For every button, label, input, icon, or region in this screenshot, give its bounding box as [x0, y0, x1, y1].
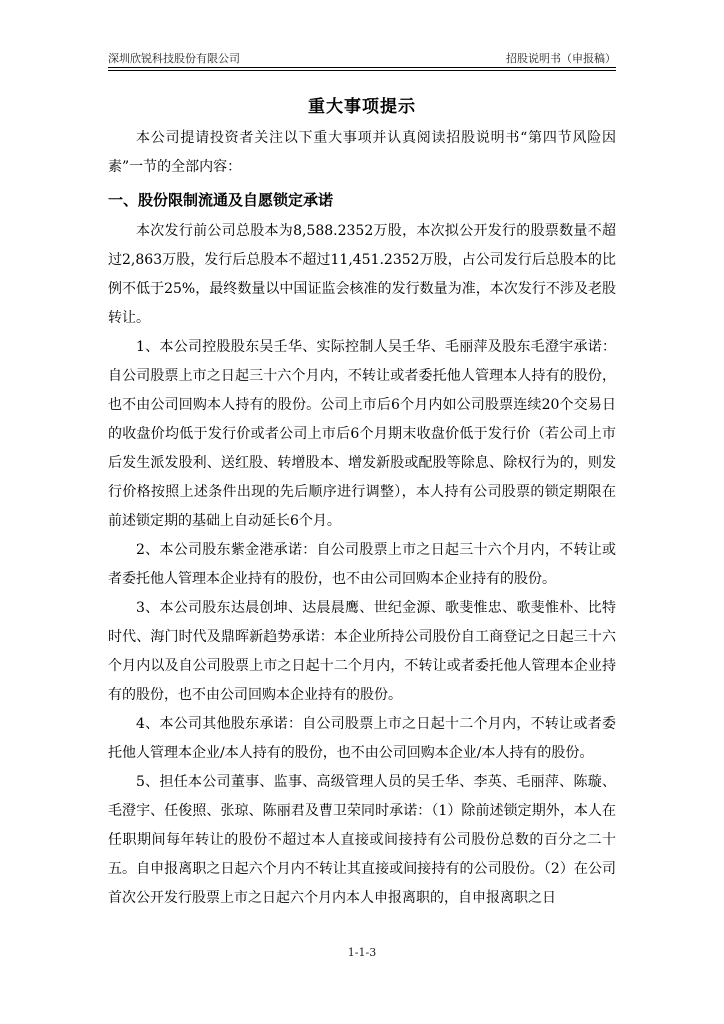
header-divider [108, 67, 616, 68]
body-paragraph: 3、本公司股东达晨创坤、达晨晨鹰、世纪金源、歌斐惟忠、歌斐惟朴、比特时代、海门时代及鼎晖新趋势承诺：本企业所持公司股份自工商登记之日起三十六个月内以及自公司股票上市之日起十二个月内，不转让或者委托他人管理本企业持有的股份，也不由公司回购本企业持有的股份。 [108, 600, 616, 703]
body-paragraph: 5、担任本公司董事、监事、高级管理人员的吴壬华、李英、毛丽萍、陈璇、毛澄宇、任俊照、张琼、陈丽君及曹卫荣同时承诺：（1）除前述锁定期外，本人在任职期间每年转让的股份不超过本人直接或间接持有公司股份总数的百分之二十五。自申报离职之日起六个月内不转让其直接或间接持有的公司股份。（2）在公司首次公开发行股票上市之日起六个月内本人申报离职的，自申报离职之日 [108, 774, 616, 906]
header-document-type: 招股说明书（申报稿） [506, 52, 616, 65]
body-paragraph: 本次发行前公司总股本为8,588.2352万股，本次拟公开发行的股票数量不超过2,863万股，发行后总股本不超过11,451.2352万股，占公司发行后总股本的比例不低于25%，最终数量以中国证监会核准的发行数量为准，本次发行不涉及老股转让。 [108, 223, 616, 326]
intro-paragraph: 本公司提请投资者关注以下重大事项并认真阅读招股说明书“第四节风险因素”一节的全部内容： [108, 130, 616, 175]
page-number: 1-1-3 [347, 946, 377, 959]
page-header [108, 50, 616, 68]
document-body [108, 124, 616, 913]
body-paragraph: 1、本公司控股股东吴壬华、实际控制人吴壬华、毛丽萍及股东毛澄宇承诺：自公司股票上市之日起三十六个月内，不转让或者委托他人管理本人持有的股份，也不由公司回购本人持有的股份。公司上市后6个月内如公司股票连续20个交易日的收盘价均低于发行价或者公司上市后6个月期末收盘价低于发行价（若公司上市后发生派发股利、送红股、转增股本、增发新股或配股等除息、除权行为的，则发行价格按照上述条件出现的先后顺序进行调整），本人持有公司股票的锁定期限在前述锁定期的基础上自动延长6个月。 [108, 339, 616, 529]
page-title: 重大事项提示 [308, 97, 416, 117]
body-paragraph: 2、本公司股东紫金港承诺：自公司股票上市之日起三十六个月内，不转让或者委托他人管理本企业持有的股份，也不由公司回购本企业持有的股份。 [108, 542, 616, 587]
header-company-name: 深圳欣锐科技股份有限公司 [108, 52, 240, 65]
body-paragraph: 4、本公司其他股东承诺：自公司股票上市之日起十二个月内，不转让或者委托他人管理本企业/本人持有的股份，也不由公司回购本企业/本人持有的股份。 [108, 716, 616, 761]
section-heading: 一、股份限制流通及自愿锁定承诺 [108, 191, 334, 209]
header-divider-second [108, 70, 616, 71]
